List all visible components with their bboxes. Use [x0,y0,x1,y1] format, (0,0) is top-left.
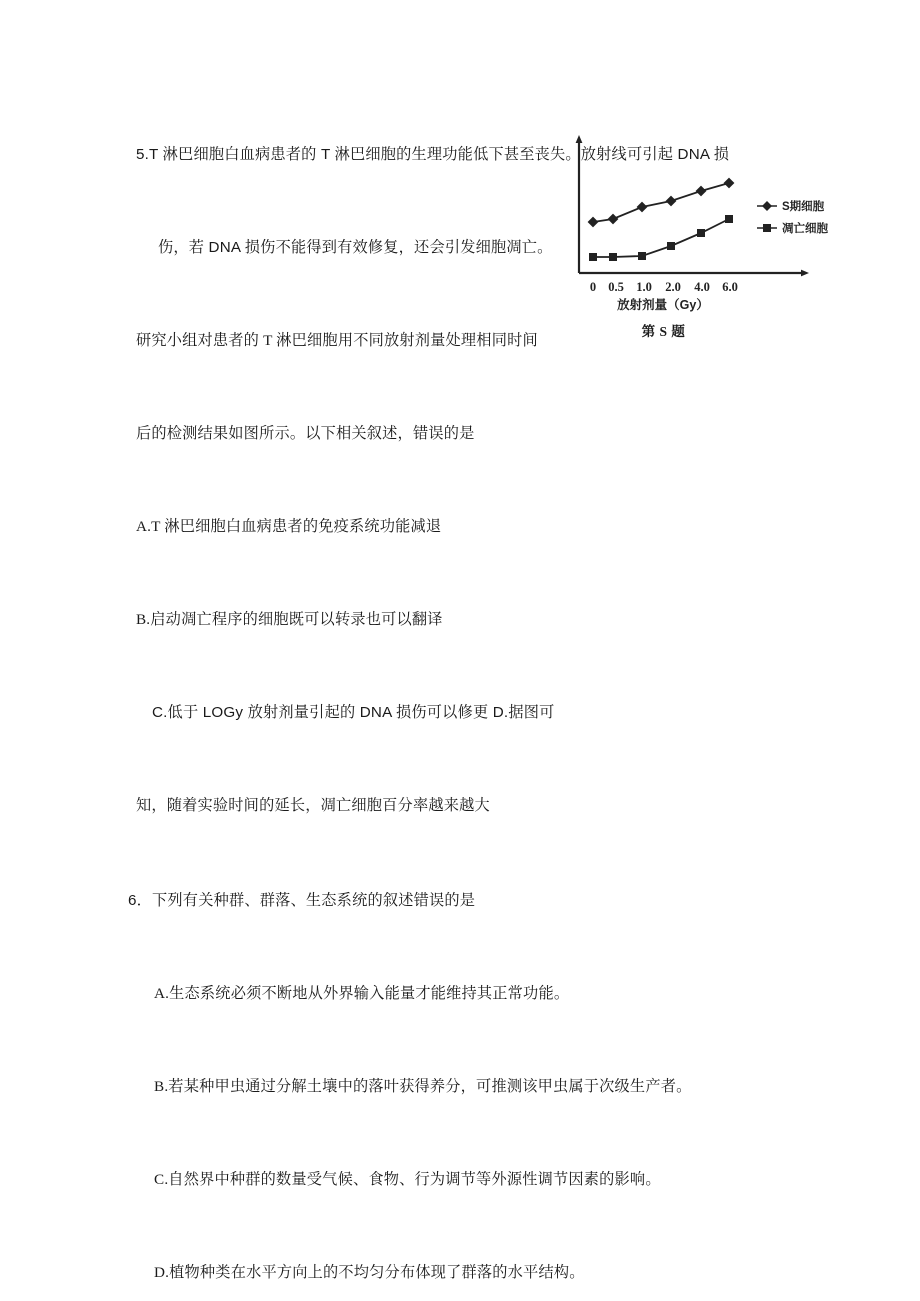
q5-option-a-label: A.T 淋巴细胞白血病患者的免疫系统功能减退 [135,518,442,535]
q5-option-d [96,759,851,852]
q6-option-d [96,1226,858,1301]
q6-option-a [96,947,858,1040]
q6-stem [96,854,858,947]
q5-option-a [96,480,556,573]
question-5-block [96,108,858,852]
q5-stem-2: 伤，若 DNA 损伤不能得到有效修复，还会引发细胞凋亡。 [157,239,553,256]
q5-xtick-3: 2.0 [665,280,681,294]
figure-question-5 [551,133,861,338]
q5-stem-3: 研究小组对患者的 T 淋巴细胞用不同放射剂量处理相同时间 [135,332,538,349]
q5-stem-1: .T 淋巴细胞白血病患者的 T 淋巴细胞的生理功能低下甚至丧失。放射线可引起 DNA 损 [144,146,730,163]
q6-number: 6 [127,892,137,909]
q5-series-apoptosis-line [593,219,729,257]
q5-xtick-5: 6.0 [722,280,738,294]
q5-figure-caption: 第 S 题 [641,324,686,339]
q5-stem-line-4 [96,387,556,480]
q5-legend-marker-square [763,224,771,232]
q5-option-b [96,573,556,666]
q5-option-d-label: 知，随着实验时间的延长，凋亡细胞百分率越来越大 [135,797,490,814]
q6-option-b-label: B.若某种甲虫通过分解土壤中的落叶获得养分，可推测该甲虫属于次级生产者。 [153,1078,692,1095]
q5-stem-4: 后的检测结果如图所示。以下相关叙述，错误的是 [135,425,475,442]
q5-y-axis-arrow [576,135,583,143]
q5-x-axis-title: 放射剂量（Gy） [617,298,709,312]
q5-option-c [96,666,867,759]
q5-legend [757,199,828,235]
q5-legend-label-1: S期细胞 [782,201,825,213]
q5-xtick-1: 0.5 [608,280,624,294]
q6-option-c-label: C.自然界中种群的数量受气候、食物、行为调节等外源性调节因素的影响。 [153,1171,661,1188]
q6-option-a-label: A.生态系统必须不断地从外界输入能量才能维持其正常功能。 [153,985,570,1002]
q6-option-b [96,1040,858,1133]
q5-x-axis-arrow [801,270,809,277]
q5-line-chart [551,133,861,313]
q5-number: 5 [135,146,145,163]
q5-option-c-label: C.低于 LOGy 放射剂量引起的 DNA 损伤可以修更 D.据图可 [151,704,555,721]
q5-xtick-2: 1.0 [636,280,652,294]
q5-legend-label-2: 凋亡细胞 [782,223,828,235]
question-6-block [96,854,858,1301]
q5-xtick-4: 4.0 [694,280,710,294]
q5-xtick-0: 0 [589,280,597,294]
q6-option-c [96,1133,858,1226]
q6-option-d-label: D.植物种类在水平方向上的不均匀分布体现了群落的水平结构。 [153,1264,585,1281]
q5-legend-marker-diamond [762,201,772,211]
q5-stem-line-3 [96,294,556,387]
page-content [96,108,858,1301]
q5-option-b-label: B.启动凋亡程序的细胞既可以转录也可以翻译 [135,611,443,628]
q5-x-tick-labels [590,280,738,294]
q6-stem-text: ．下列有关种群、群落、生态系统的叙述错误的是 [136,892,476,909]
